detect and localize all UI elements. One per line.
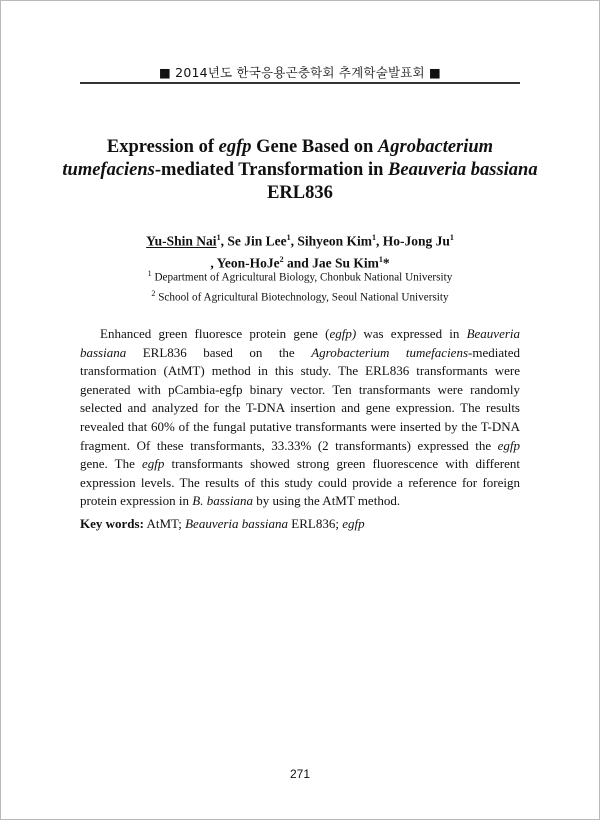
presenting-author: Yu-Shin Nai [146, 233, 217, 249]
author-name: , Ho-Jong Ju [375, 233, 450, 249]
title-italic: Agrobacterium tumefaciens [62, 137, 494, 180]
author-affil-mark: 1 [371, 233, 376, 242]
corresponding-mark: * [382, 255, 390, 270]
affiliation-mark: 1 [147, 269, 152, 278]
author-affil-mark: 1 [449, 233, 454, 242]
header-rule [80, 82, 520, 84]
title-italic: Beauveria bassiana [388, 160, 538, 180]
abstract-text: Enhanced green fluoresce protein gene ( [100, 326, 330, 341]
keywords-label: Key words: [80, 516, 144, 531]
affiliation-line [80, 286, 520, 306]
abstract-italic: B. bassiana [192, 493, 253, 509]
abstract-italic: Agrobacterium tumefaciens [311, 344, 469, 360]
abstract-italic: Beauveria bassiana [80, 326, 521, 360]
author-affil-mark: 1 [378, 254, 383, 264]
abstract-text: was expressed in [356, 326, 467, 341]
keyword-italic: egfp [342, 516, 365, 531]
keyword-text: ERL836; [288, 516, 343, 531]
keyword-text: AtMT; [143, 516, 186, 531]
abstract [80, 325, 520, 511]
abstract-text: -mediated transformation (AtMT) method in this study. The ERL836 transformants were generated with pCambia-egfp binary vector. Ten transformants were randomly selected and analyzed for the T-DNA insertion and gene expression. The results revealed that 60% of the fungal putative transformants were inserted by the T-DNA fragment. Of these transformants, 33.33% (2 transformants) expressed the [80, 344, 520, 453]
abstract-text: ERL836 based on the [126, 344, 312, 360]
author-name: , Sihyeon Kim [290, 233, 372, 249]
running-header: ■ 2014년도 한국응용곤충학회 추계학술발표회 ■ [158, 65, 441, 80]
author-affil-mark: 1 [286, 233, 291, 242]
abstract-text: transformants showed strong green fluorescence with different expression levels. The results of this study could provide a reference for foreign protein expression in [80, 456, 520, 509]
abstract-italic: egfp) [329, 326, 357, 341]
affiliation-line [80, 266, 520, 286]
title-part: Gene Based on [251, 137, 378, 157]
author-affil-mark: 1 [216, 233, 221, 242]
abstract-italic: egfp [497, 437, 520, 453]
author-name: and Jae Su Kim [283, 255, 379, 270]
paper-title [60, 136, 540, 205]
page-number: 271 [289, 767, 311, 781]
title-italic: egfp [218, 137, 252, 157]
author-name: , Se Jin Lee [220, 233, 287, 249]
abstract-italic: egfp [141, 456, 165, 472]
keyword-italic: Beauveria bassiana [185, 516, 289, 531]
author-name: , Yeon-HoJe [210, 255, 280, 270]
author-affil-mark: 2 [279, 254, 284, 264]
title-part: Expression of [106, 137, 219, 157]
title-part: ERL836 [267, 183, 333, 203]
title-part: -mediated Transformation in [154, 160, 389, 180]
affiliation-text: Department of Agricultural Biology, Chonbuk National University [151, 271, 453, 284]
affiliations [80, 266, 520, 305]
abstract-text: by using the AtMT method. [252, 493, 401, 509]
abstract-text: gene. The [80, 456, 142, 472]
affiliation-text: School of Agricultural Biotechnology, Seoul National University [155, 291, 449, 304]
keywords [80, 515, 520, 533]
affiliation-mark: 2 [151, 288, 156, 298]
